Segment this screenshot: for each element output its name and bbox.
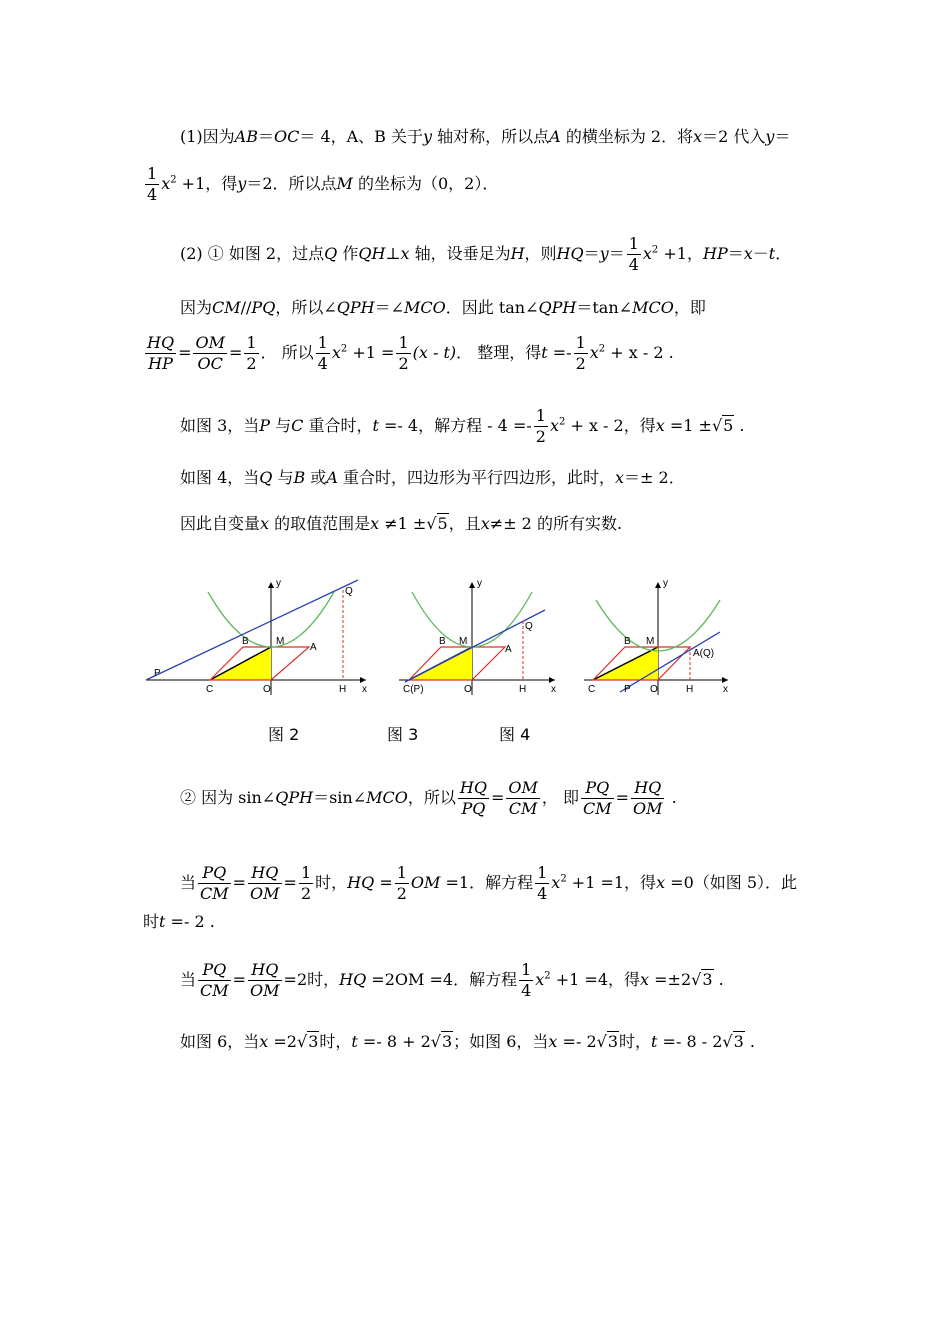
text: =- 2	[557, 1032, 597, 1051]
text: ，得	[623, 416, 656, 435]
text: x	[656, 873, 666, 892]
fraction	[534, 406, 548, 447]
label: x	[551, 684, 556, 695]
numerator: HQ	[459, 778, 487, 797]
label: M	[646, 636, 655, 647]
fraction	[299, 863, 313, 904]
fraction	[631, 778, 665, 819]
text: +1，	[658, 244, 703, 263]
text: 与	[270, 416, 292, 435]
fraction	[574, 333, 588, 374]
text: QH	[358, 244, 386, 263]
fraction	[395, 863, 409, 904]
text: x	[615, 468, 625, 487]
label: C	[206, 684, 214, 695]
text: x	[260, 514, 270, 533]
text: 或	[305, 468, 327, 487]
label: B	[624, 636, 631, 647]
para-6: 因此自变量x 的取值范围是x ≠1 ±√5，且x≠± 2 的所有实数.	[180, 514, 623, 533]
numerator: OM	[508, 778, 538, 797]
denominator: OM	[250, 884, 280, 903]
figure-2	[140, 570, 380, 700]
numerator: 1	[535, 406, 546, 425]
denominator: CM	[200, 981, 229, 1000]
text: =- 8 - 2	[657, 1032, 723, 1051]
text: x	[589, 343, 599, 362]
text: ，所以∠	[275, 298, 337, 317]
caption-fig-3: 图 3	[387, 725, 419, 744]
text: =1．解方程	[440, 873, 534, 892]
text: Q	[259, 468, 273, 487]
text: 如图 4，当	[180, 468, 260, 487]
text: 当	[180, 873, 197, 892]
exponent: 2	[340, 343, 348, 355]
text: x	[549, 416, 559, 435]
text: t	[768, 244, 776, 263]
text: MCO	[366, 788, 408, 807]
text: 轴，设垂足为	[409, 244, 511, 263]
para-10: 如图 6，当x =2√3时，t =- 8 + 2√3；如图 6，当x =- 2√3时，t =- 8 - 2√3 .	[180, 1032, 755, 1051]
numerator: 1	[575, 333, 586, 352]
numerator: 1	[398, 333, 409, 352]
denominator: CM	[508, 799, 538, 818]
text: A	[326, 468, 338, 487]
text: C	[291, 416, 304, 435]
text: =2OM =4	[366, 970, 454, 989]
text: x	[535, 970, 545, 989]
text: －	[752, 244, 769, 263]
para-2-line-1	[180, 234, 791, 275]
label: Q	[525, 621, 533, 632]
text: ＝	[583, 244, 600, 263]
text: ＝	[727, 244, 744, 263]
fraction	[248, 863, 282, 904]
text: (x - t)	[412, 343, 457, 362]
fraction	[627, 234, 641, 275]
para-3-line-1	[180, 296, 706, 320]
arrow-icon	[655, 582, 661, 588]
label: C(P)	[403, 684, 424, 695]
label: B	[439, 636, 446, 647]
label: O	[263, 684, 271, 695]
fraction	[198, 960, 231, 1001]
denominator: OM	[250, 981, 280, 1000]
text: ② 因为 sin∠	[180, 788, 276, 807]
text: 时，	[619, 1032, 652, 1051]
text: + x - 2	[565, 416, 624, 435]
text: (1)因为	[180, 127, 235, 146]
text: =	[228, 343, 243, 362]
label: P	[624, 684, 631, 695]
denominator: OC	[197, 354, 223, 373]
numerator: HQ	[248, 960, 282, 981]
para-3-line-2	[143, 333, 674, 374]
numerator: 1	[521, 960, 532, 979]
text: H	[510, 244, 525, 263]
text: ，即	[673, 298, 706, 317]
label: M	[459, 636, 468, 647]
text: =	[374, 873, 393, 892]
denominator: 4	[521, 981, 532, 1000]
text: ． 所以	[260, 343, 314, 362]
text: t	[541, 343, 548, 362]
text: PQ	[251, 298, 276, 317]
caption-fig-2: 图 2	[268, 725, 300, 744]
label: H	[519, 684, 527, 695]
denominator: 4	[147, 185, 158, 204]
denominator: CM	[200, 884, 229, 903]
para-8-line-1	[180, 863, 797, 904]
label: H	[339, 684, 347, 695]
fraction	[316, 333, 330, 374]
denominator: 4	[628, 255, 639, 274]
text: x	[259, 1032, 269, 1051]
arrow-icon	[549, 677, 555, 683]
text: MCO	[404, 298, 446, 317]
fraction	[145, 333, 176, 374]
text: OM	[410, 873, 441, 892]
para-5	[180, 466, 685, 490]
text: ≠± 2 的所有实数.	[489, 514, 623, 533]
text: ＝	[257, 127, 274, 146]
label: y	[276, 578, 281, 589]
label: Q	[345, 586, 353, 597]
fraction	[193, 333, 227, 374]
text: ＝tan∠	[576, 298, 633, 317]
label: B	[242, 636, 249, 647]
text: x	[331, 343, 341, 362]
numerator: HQ	[631, 778, 665, 799]
text: 时	[143, 912, 160, 931]
arrow-icon	[360, 677, 366, 683]
text: +1，得	[176, 174, 238, 193]
numerator: 1	[628, 234, 639, 253]
text: +1 =	[347, 343, 395, 362]
text: QPH	[275, 788, 314, 807]
text: 的坐标为（0，2）．	[352, 174, 499, 193]
text: 重合时，四边形为平行四边形，此时，	[337, 468, 616, 487]
label: H	[686, 684, 694, 695]
fraction	[506, 778, 540, 819]
label: y	[663, 578, 668, 589]
text: =±2	[649, 970, 692, 989]
text: ＝sin∠	[313, 788, 367, 807]
text: ，且	[448, 514, 481, 533]
numerator: OM	[195, 333, 225, 352]
text: + x - 2 .	[605, 343, 674, 362]
text: HQ	[339, 970, 367, 989]
text: ．解方程	[453, 970, 518, 989]
text: ＝∠	[374, 298, 404, 317]
text: ．	[775, 244, 792, 263]
text: 重合时，	[303, 416, 373, 435]
label: y	[477, 578, 482, 589]
text: ≠1 ±	[379, 514, 427, 533]
text: t	[651, 1032, 658, 1051]
text: x	[743, 244, 753, 263]
fraction	[519, 960, 533, 1001]
label: A(Q)	[693, 648, 715, 659]
text: HP	[702, 244, 728, 263]
text: =2	[268, 1032, 297, 1051]
numerator: 1	[246, 333, 257, 352]
denominator: 2	[398, 354, 409, 373]
text: =0（如图 5）．此	[665, 873, 798, 892]
text: ，解方程 - 4 =-	[418, 416, 532, 435]
text: 如图 3，当	[180, 416, 260, 435]
text: +1 =4	[550, 970, 609, 989]
text: =- 8 + 2	[357, 1032, 431, 1051]
radicand: 3	[607, 1032, 619, 1051]
arrow-icon	[722, 677, 728, 683]
text: ＝	[608, 244, 625, 263]
text: =1 ±	[664, 416, 712, 435]
exponent: 2	[558, 416, 566, 428]
exponent: 2	[651, 244, 659, 256]
text: .	[734, 416, 745, 435]
text: ， 即	[541, 788, 579, 807]
text: CM	[212, 298, 241, 317]
numerator: HQ	[147, 333, 175, 352]
label: C	[588, 684, 596, 695]
text: =	[615, 788, 629, 807]
text: MCO	[632, 298, 674, 317]
text: x	[161, 174, 171, 193]
denominator: CM	[582, 799, 612, 818]
text: 当	[180, 970, 197, 989]
numerator: 1	[147, 164, 158, 183]
text: A	[549, 127, 561, 146]
text: AB	[234, 127, 258, 146]
label: M	[276, 636, 285, 647]
text: ⊥	[385, 244, 401, 263]
text: .	[713, 970, 724, 989]
fraction	[198, 863, 231, 904]
fraction	[581, 778, 614, 819]
label: O	[650, 684, 658, 695]
fraction	[535, 863, 549, 904]
text: =	[232, 873, 247, 892]
text: t	[372, 416, 379, 435]
para-9: 当 $\frac{PQ}{CM}$ = $\frac{HQ}{OM}$ =2时，HQ =2OM =4．解方程 $\frac{1}{4}$ $x^2 +1 =4$，得x =±2√3 .	[180, 960, 724, 1000]
denominator: 2	[575, 354, 586, 373]
numerator: 1	[537, 863, 548, 882]
text: .	[744, 1032, 755, 1051]
text: t	[159, 912, 166, 931]
text: 如图 6，当	[180, 1032, 260, 1051]
exponent: 2	[598, 343, 606, 355]
denominator: OM	[632, 799, 663, 818]
text: ，所以	[407, 788, 456, 807]
caption-fig-4: 图 4	[499, 725, 531, 744]
text: =-	[547, 343, 572, 362]
fraction	[396, 333, 410, 374]
fraction	[244, 333, 258, 374]
text: ＝	[774, 127, 791, 146]
numerator: 1	[317, 333, 328, 352]
text: y	[765, 127, 775, 146]
radicand: 3	[308, 1032, 319, 1051]
text: 作	[337, 244, 359, 263]
text: x	[640, 970, 650, 989]
exponent: 2	[560, 873, 567, 885]
text: x	[400, 244, 410, 263]
text: QPH	[538, 298, 577, 317]
label: O	[464, 684, 472, 695]
label: x	[723, 684, 728, 695]
text: ；如图 6，当	[453, 1032, 549, 1051]
radicand: 5	[437, 514, 448, 533]
text: x	[693, 127, 703, 146]
arrow-icon	[469, 582, 475, 588]
para-4: 如图 3，当P 与C 重合时，t =- 4，解方程 - 4 =- $\frac{1}{2}$ $x^2 + x - 2$，得x =1 ±√5 .	[180, 406, 745, 446]
text: ，则	[524, 244, 557, 263]
fraction	[145, 164, 159, 205]
text: t	[351, 1032, 358, 1051]
text: ，得	[624, 873, 657, 892]
denominator: 4	[537, 884, 548, 903]
para-8-line-2	[143, 910, 215, 934]
fraction	[458, 778, 489, 819]
radicand: 3	[702, 970, 713, 989]
denominator: PQ	[461, 799, 486, 818]
text: 的横坐标为 2．将	[560, 127, 694, 146]
text: 的取值范围是	[269, 514, 371, 533]
denominator: 2	[396, 884, 407, 903]
line-pq	[405, 610, 545, 682]
text: (2) ① 如图 2，过点	[180, 244, 325, 263]
text: y	[423, 127, 433, 146]
text: B	[293, 468, 306, 487]
text: x	[370, 514, 380, 533]
text: x	[548, 1032, 558, 1051]
fraction	[248, 960, 282, 1001]
label: P	[154, 668, 161, 679]
exponent: 2	[544, 970, 551, 982]
text: 因此自变量	[180, 514, 261, 533]
numerator: HQ	[248, 863, 282, 884]
text: 时，	[319, 1032, 352, 1051]
text: 因为	[180, 298, 213, 317]
text: +1 =1	[566, 873, 625, 892]
numerator: PQ	[581, 778, 614, 799]
text: =	[490, 788, 505, 807]
text: =	[178, 343, 192, 362]
text: =	[283, 873, 297, 892]
label: A	[310, 642, 317, 653]
figure-3	[395, 570, 565, 700]
text: //	[240, 298, 252, 317]
text: HQ	[556, 244, 584, 263]
text: x	[655, 416, 665, 435]
exponent: 2	[170, 174, 177, 186]
arrow-icon	[268, 582, 274, 588]
text: =2时，	[283, 970, 340, 989]
figure-4	[580, 570, 740, 700]
denominator: HP	[148, 354, 173, 373]
text: =- 4	[378, 416, 419, 435]
text: y	[599, 244, 609, 263]
text: QPH	[336, 298, 375, 317]
label: A	[505, 644, 512, 655]
text: P	[259, 416, 271, 435]
radicand: 3	[441, 1032, 453, 1051]
numerator: PQ	[198, 863, 231, 884]
text: Q	[324, 244, 338, 263]
text: ． 整理，得	[456, 343, 542, 362]
text: ，得	[608, 970, 641, 989]
text: ＝2．所以点	[246, 174, 337, 193]
text: x	[480, 514, 490, 533]
numerator: 1	[300, 863, 312, 882]
denominator: 2	[246, 354, 257, 373]
para-1-line-1	[180, 125, 790, 149]
text: 轴对称，所以点	[432, 127, 550, 146]
text: M	[336, 174, 353, 193]
text: y	[237, 174, 247, 193]
denominator: 4	[317, 354, 328, 373]
denominator: 2	[535, 427, 546, 446]
para-1-line-2	[143, 164, 498, 205]
text: x	[642, 244, 652, 263]
label: x	[362, 684, 367, 695]
text: ＝2 代入	[702, 127, 766, 146]
para-7	[180, 778, 677, 819]
text: ＝ 4，A、B 关于	[299, 127, 424, 146]
numerator: PQ	[198, 960, 231, 981]
denominator: 2	[300, 884, 312, 903]
text: OC	[274, 127, 300, 146]
text: ．因此 tan∠	[445, 298, 539, 317]
text: ＝± 2．	[624, 468, 685, 487]
numerator: 1	[396, 863, 407, 882]
text: .	[666, 788, 677, 807]
text: 与	[272, 468, 294, 487]
text: 时，	[315, 873, 348, 892]
text: HQ	[347, 873, 375, 892]
text: =	[232, 970, 247, 989]
radicand: 3	[733, 1032, 744, 1051]
radicand: 5	[723, 416, 734, 435]
text: x	[551, 873, 561, 892]
text: =- 2 .	[165, 912, 215, 931]
